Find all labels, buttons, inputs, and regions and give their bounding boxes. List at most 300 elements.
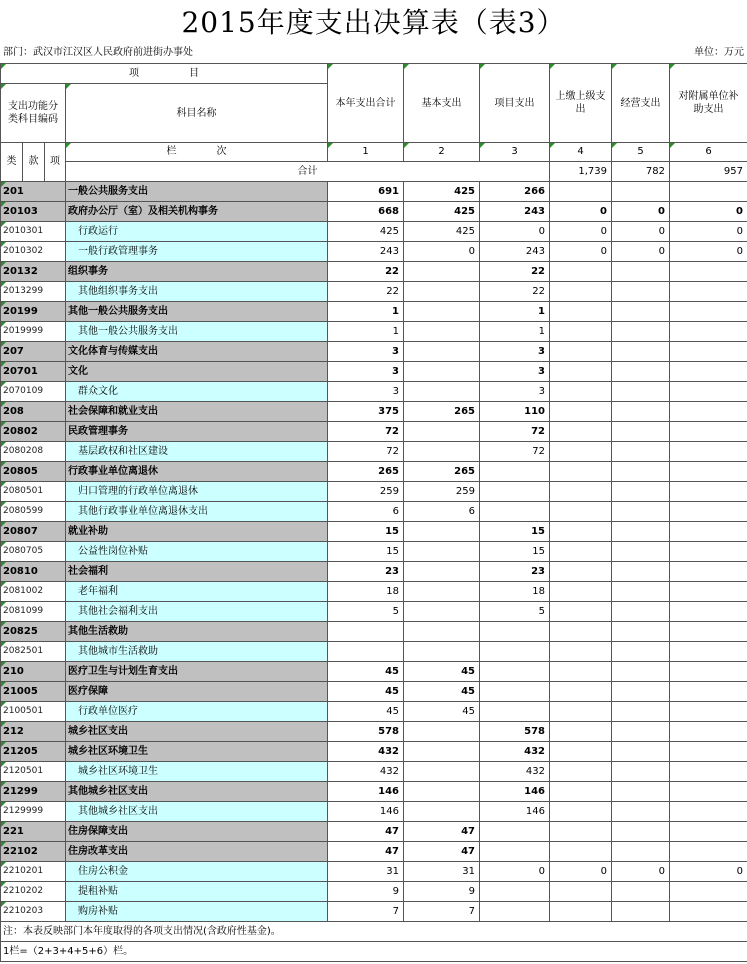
row-value-col-3: 23	[480, 562, 550, 582]
row-value-col-1: 18	[328, 582, 404, 602]
table-row	[1, 202, 747, 222]
row-code: 20825	[1, 622, 66, 642]
row-value-col-5	[612, 602, 670, 622]
table-row	[1, 542, 747, 562]
row-value-col-1: 1	[328, 302, 404, 322]
row-value-col-5	[612, 582, 670, 602]
header-item: 项 目	[1, 64, 328, 84]
table-row	[1, 602, 747, 622]
row-value-col-4	[550, 642, 612, 662]
note-row	[1, 942, 747, 962]
total-value-1: 1,739	[550, 162, 612, 182]
row-code: 2129999	[1, 802, 66, 822]
row-value-col-2	[404, 802, 480, 822]
note-text: 注：本表反映部门本年度取得的各项支出情况(含政府性基金)。	[1, 922, 747, 942]
row-value-col-6	[670, 262, 747, 282]
total-label: 合计	[66, 162, 550, 182]
table-row	[1, 662, 747, 682]
row-name: 其他一般公共服务支出	[66, 322, 328, 342]
table-row	[1, 862, 747, 882]
row-value-col-2: 45	[404, 682, 480, 702]
row-name: 城乡社区环境卫生	[66, 762, 328, 782]
row-value-col-2	[404, 642, 480, 662]
row-name: 社会福利	[66, 562, 328, 582]
row-value-col-2: 45	[404, 662, 480, 682]
row-value-col-6: 0	[670, 242, 747, 262]
row-value-col-3	[480, 842, 550, 862]
row-name: 文化	[66, 362, 328, 382]
row-value-col-4: 0	[550, 202, 612, 222]
table-row	[1, 782, 747, 802]
row-value-col-4	[550, 182, 612, 202]
header-col-1: 本年支出合计	[328, 64, 404, 143]
header-col-3: 项目支出	[480, 64, 550, 143]
row-value-col-3: 1	[480, 302, 550, 322]
row-code: 2080501	[1, 482, 66, 502]
row-value-col-4	[550, 842, 612, 862]
row-value-col-5: 0	[612, 222, 670, 242]
table-row	[1, 622, 747, 642]
row-code: 2080208	[1, 442, 66, 462]
row-value-col-3	[480, 642, 550, 662]
table-row	[1, 342, 747, 362]
row-value-col-6	[670, 302, 747, 322]
row-value-col-1: 72	[328, 422, 404, 442]
row-value-col-2	[404, 742, 480, 762]
row-code: 21205	[1, 742, 66, 762]
row-name: 一般行政管理事务	[66, 242, 328, 262]
row-value-col-3: 146	[480, 782, 550, 802]
row-value-col-2: 425	[404, 182, 480, 202]
table-row	[1, 722, 747, 742]
row-value-col-6	[670, 882, 747, 902]
row-value-col-5	[612, 442, 670, 462]
table-row	[1, 182, 747, 202]
row-value-col-6	[670, 522, 747, 542]
row-value-col-1: 3	[328, 382, 404, 402]
row-value-col-6	[670, 902, 747, 922]
row-value-col-6	[670, 822, 747, 842]
row-value-col-2	[404, 302, 480, 322]
column-number-6: 6	[670, 143, 747, 162]
row-name: 就业补助	[66, 522, 328, 542]
row-code: 201	[1, 182, 66, 202]
row-value-col-1: 375	[328, 402, 404, 422]
row-value-col-5	[612, 402, 670, 422]
row-value-col-4	[550, 722, 612, 742]
table-row	[1, 422, 747, 442]
table-row	[1, 242, 747, 262]
row-value-col-2: 265	[404, 402, 480, 422]
row-value-col-5	[612, 742, 670, 762]
table-row	[1, 842, 747, 862]
row-value-col-6	[670, 782, 747, 802]
row-value-col-3: 22	[480, 282, 550, 302]
row-name: 政府办公厅（室）及相关机构事务	[66, 202, 328, 222]
row-value-col-2	[404, 722, 480, 742]
row-value-col-5	[612, 822, 670, 842]
row-value-col-2: 6	[404, 502, 480, 522]
row-code: 21005	[1, 682, 66, 702]
row-value-col-1: 15	[328, 542, 404, 562]
row-value-col-4	[550, 422, 612, 442]
row-code: 20103	[1, 202, 66, 222]
table-row	[1, 742, 747, 762]
row-value-col-3: 0	[480, 862, 550, 882]
row-value-col-4	[550, 582, 612, 602]
row-value-col-3	[480, 882, 550, 902]
row-value-col-1: 425	[328, 222, 404, 242]
row-value-col-1: 45	[328, 662, 404, 682]
row-value-col-6	[670, 402, 747, 422]
row-value-col-3: 18	[480, 582, 550, 602]
row-value-col-4	[550, 782, 612, 802]
row-value-col-3: 22	[480, 262, 550, 282]
row-value-col-5	[612, 782, 670, 802]
row-value-col-6	[670, 622, 747, 642]
row-code: 207	[1, 342, 66, 362]
row-value-col-6	[670, 582, 747, 602]
row-value-col-6	[670, 362, 747, 382]
row-value-col-2: 47	[404, 822, 480, 842]
row-value-col-3	[480, 502, 550, 522]
row-value-col-4	[550, 402, 612, 422]
header-xiang: 项	[45, 143, 66, 182]
row-value-col-3: 0	[480, 222, 550, 242]
row-value-col-1: 45	[328, 682, 404, 702]
row-value-col-1: 7	[328, 902, 404, 922]
row-value-col-5	[612, 842, 670, 862]
row-value-col-3: 243	[480, 242, 550, 262]
row-value-col-4	[550, 602, 612, 622]
row-value-col-4	[550, 902, 612, 922]
table-row	[1, 902, 747, 922]
row-name: 城乡社区支出	[66, 722, 328, 742]
row-value-col-6	[670, 742, 747, 762]
table-row	[1, 802, 747, 822]
row-name: 医疗卫生与计划生育支出	[66, 662, 328, 682]
row-value-col-1: 45	[328, 702, 404, 722]
row-code: 2010302	[1, 242, 66, 262]
row-value-col-2	[404, 542, 480, 562]
table-row	[1, 822, 747, 842]
row-value-col-1: 23	[328, 562, 404, 582]
row-value-col-2	[404, 582, 480, 602]
row-value-col-1: 15	[328, 522, 404, 542]
row-value-col-5	[612, 482, 670, 502]
row-name: 其他生活救助	[66, 622, 328, 642]
row-value-col-1: 3	[328, 342, 404, 362]
header-name-label: 科目名称	[66, 84, 328, 143]
row-value-col-4	[550, 662, 612, 682]
row-value-col-2	[404, 322, 480, 342]
row-value-col-5	[612, 882, 670, 902]
row-value-col-2	[404, 362, 480, 382]
row-value-col-2	[404, 602, 480, 622]
row-value-col-5: 0	[612, 242, 670, 262]
header-lei: 类	[1, 143, 23, 182]
row-code: 2070109	[1, 382, 66, 402]
row-name: 其他组织事务支出	[66, 282, 328, 302]
row-value-col-5	[612, 622, 670, 642]
header-col-4: 上缴上级支出	[550, 64, 612, 143]
row-value-col-3: 3	[480, 382, 550, 402]
row-value-col-5	[612, 762, 670, 782]
row-value-col-4	[550, 542, 612, 562]
table-row	[1, 462, 747, 482]
row-value-col-1: 146	[328, 802, 404, 822]
note-row	[1, 922, 747, 942]
row-value-col-4	[550, 282, 612, 302]
row-value-col-4: 0	[550, 862, 612, 882]
row-value-col-2: 425	[404, 202, 480, 222]
row-value-col-1: 146	[328, 782, 404, 802]
row-value-col-2	[404, 342, 480, 362]
row-value-col-6: 0	[670, 862, 747, 882]
row-value-col-5: 0	[612, 202, 670, 222]
row-value-col-6	[670, 282, 747, 302]
row-value-col-2: 9	[404, 882, 480, 902]
row-code: 2120501	[1, 762, 66, 782]
row-name: 提租补贴	[66, 882, 328, 902]
row-value-col-1	[328, 622, 404, 642]
table-row	[1, 382, 747, 402]
header-col-label: 栏 次	[66, 143, 328, 162]
note-text: 1栏=（2+3+4+5+6）栏。	[1, 942, 747, 962]
column-number-3: 3	[480, 143, 550, 162]
row-value-col-1: 432	[328, 742, 404, 762]
row-value-col-6	[670, 382, 747, 402]
table-row	[1, 302, 747, 322]
row-value-col-5	[612, 502, 670, 522]
row-value-col-6	[670, 642, 747, 662]
total-row	[1, 162, 747, 182]
row-name: 住房改革支出	[66, 842, 328, 862]
row-value-col-1: 47	[328, 822, 404, 842]
row-value-col-2: 7	[404, 902, 480, 922]
table-row	[1, 562, 747, 582]
row-name: 组织事务	[66, 262, 328, 282]
row-value-col-6	[670, 702, 747, 722]
row-value-col-3: 72	[480, 422, 550, 442]
row-value-col-5	[612, 322, 670, 342]
row-value-col-6	[670, 602, 747, 622]
row-value-col-3: 146	[480, 802, 550, 822]
row-value-col-2	[404, 282, 480, 302]
expenditure-table	[0, 63, 747, 962]
row-value-col-6	[670, 422, 747, 442]
row-name: 文化体育与传媒支出	[66, 342, 328, 362]
row-value-col-6	[670, 662, 747, 682]
row-value-col-2: 0	[404, 242, 480, 262]
row-code: 20807	[1, 522, 66, 542]
row-code: 212	[1, 722, 66, 742]
row-value-col-5	[612, 662, 670, 682]
row-value-col-3: 72	[480, 442, 550, 462]
table-row	[1, 582, 747, 602]
row-value-col-6	[670, 502, 747, 522]
row-value-col-3	[480, 902, 550, 922]
row-value-col-6: 0	[670, 202, 747, 222]
row-value-col-5	[612, 802, 670, 822]
row-value-col-5	[612, 262, 670, 282]
row-value-col-3: 110	[480, 402, 550, 422]
row-name: 其他一般公共服务支出	[66, 302, 328, 322]
header-col-5: 经营支出	[612, 64, 670, 143]
row-value-col-3	[480, 622, 550, 642]
row-value-col-3: 432	[480, 742, 550, 762]
table-row	[1, 682, 747, 702]
row-value-col-2: 31	[404, 862, 480, 882]
row-value-col-2	[404, 522, 480, 542]
row-name: 其他城乡社区支出	[66, 802, 328, 822]
row-code: 20805	[1, 462, 66, 482]
row-value-col-2	[404, 442, 480, 462]
row-value-col-4	[550, 502, 612, 522]
row-name: 社会保障和就业支出	[66, 402, 328, 422]
row-value-col-1	[328, 642, 404, 662]
row-value-col-5	[612, 342, 670, 362]
row-value-col-1: 6	[328, 502, 404, 522]
row-value-col-2	[404, 422, 480, 442]
table-row	[1, 702, 747, 722]
row-code: 21299	[1, 782, 66, 802]
row-code: 20701	[1, 362, 66, 382]
row-value-col-4	[550, 622, 612, 642]
row-code: 20802	[1, 422, 66, 442]
row-value-col-1: 578	[328, 722, 404, 742]
row-code: 2080599	[1, 502, 66, 522]
row-value-col-5	[612, 682, 670, 702]
row-value-col-2: 265	[404, 462, 480, 482]
row-value-col-2: 425	[404, 222, 480, 242]
row-value-col-4	[550, 442, 612, 462]
table-row	[1, 502, 747, 522]
table-row	[1, 222, 747, 242]
row-value-col-2	[404, 382, 480, 402]
row-value-col-5	[612, 422, 670, 442]
row-value-col-1: 243	[328, 242, 404, 262]
row-name: 基层政权和社区建设	[66, 442, 328, 462]
row-code: 20810	[1, 562, 66, 582]
row-code: 2019999	[1, 322, 66, 342]
page-title: 2015年度支出决算表（表3）	[181, 6, 566, 39]
row-value-col-6	[670, 542, 747, 562]
row-value-col-3	[480, 682, 550, 702]
row-code: 2210201	[1, 862, 66, 882]
row-value-col-2	[404, 782, 480, 802]
row-code: 2210202	[1, 882, 66, 902]
table-row	[1, 482, 747, 502]
row-code: 22102	[1, 842, 66, 862]
row-value-col-3	[480, 822, 550, 842]
row-value-col-5	[612, 182, 670, 202]
row-value-col-6	[670, 442, 747, 462]
row-value-col-4	[550, 482, 612, 502]
row-value-col-6	[670, 182, 747, 202]
table-row	[1, 882, 747, 902]
row-value-col-3: 432	[480, 762, 550, 782]
row-value-col-3: 266	[480, 182, 550, 202]
row-value-col-3: 15	[480, 522, 550, 542]
row-name: 其他城市生活救助	[66, 642, 328, 662]
row-value-col-6	[670, 462, 747, 482]
row-value-col-6	[670, 842, 747, 862]
row-code: 208	[1, 402, 66, 422]
row-value-col-1: 265	[328, 462, 404, 482]
total-value-2: 782	[612, 162, 670, 182]
row-value-col-6	[670, 342, 747, 362]
row-value-col-3	[480, 702, 550, 722]
row-value-col-4: 0	[550, 222, 612, 242]
row-value-col-1: 9	[328, 882, 404, 902]
row-value-col-1: 5	[328, 602, 404, 622]
row-value-col-6: 0	[670, 222, 747, 242]
table-row	[1, 322, 747, 342]
row-value-col-4	[550, 362, 612, 382]
table-row	[1, 762, 747, 782]
row-value-col-2	[404, 562, 480, 582]
row-name: 城乡社区环境卫生	[66, 742, 328, 762]
row-name: 行政运行	[66, 222, 328, 242]
row-value-col-5	[612, 562, 670, 582]
row-value-col-4	[550, 382, 612, 402]
row-value-col-5	[612, 722, 670, 742]
row-value-col-6	[670, 802, 747, 822]
row-value-col-2	[404, 762, 480, 782]
row-code: 20132	[1, 262, 66, 282]
row-value-col-1: 72	[328, 442, 404, 462]
row-value-col-4	[550, 742, 612, 762]
row-value-col-4	[550, 682, 612, 702]
row-value-col-1: 432	[328, 762, 404, 782]
row-value-col-1: 22	[328, 282, 404, 302]
row-value-col-1: 22	[328, 262, 404, 282]
row-value-col-5	[612, 362, 670, 382]
row-value-col-5	[612, 642, 670, 662]
header-col-6: 对附属单位补助支出	[670, 64, 747, 143]
column-number-5: 5	[612, 143, 670, 162]
row-code: 221	[1, 822, 66, 842]
row-name: 医疗保障	[66, 682, 328, 702]
unit-label: 单位：万元	[694, 47, 744, 58]
row-value-col-6	[670, 762, 747, 782]
row-value-col-3: 5	[480, 602, 550, 622]
table-row	[1, 642, 747, 662]
column-number-4: 4	[550, 143, 612, 162]
row-code: 2082501	[1, 642, 66, 662]
column-number-2: 2	[404, 143, 480, 162]
department-label: 部门：武汉市江汉区人民政府前进街办事处	[3, 47, 193, 58]
row-value-col-4	[550, 522, 612, 542]
row-code: 2100501	[1, 702, 66, 722]
row-value-col-1: 691	[328, 182, 404, 202]
row-code: 2080705	[1, 542, 66, 562]
row-value-col-3: 3	[480, 342, 550, 362]
row-name: 行政单位医疗	[66, 702, 328, 722]
row-value-col-4	[550, 802, 612, 822]
row-value-col-1: 31	[328, 862, 404, 882]
row-name: 住房公积金	[66, 862, 328, 882]
row-value-col-1: 47	[328, 842, 404, 862]
row-name: 群众文化	[66, 382, 328, 402]
row-value-col-4	[550, 822, 612, 842]
row-value-col-2	[404, 622, 480, 642]
row-value-col-2	[404, 262, 480, 282]
table-row	[1, 522, 747, 542]
header-col-2: 基本支出	[404, 64, 480, 143]
row-value-col-1: 3	[328, 362, 404, 382]
